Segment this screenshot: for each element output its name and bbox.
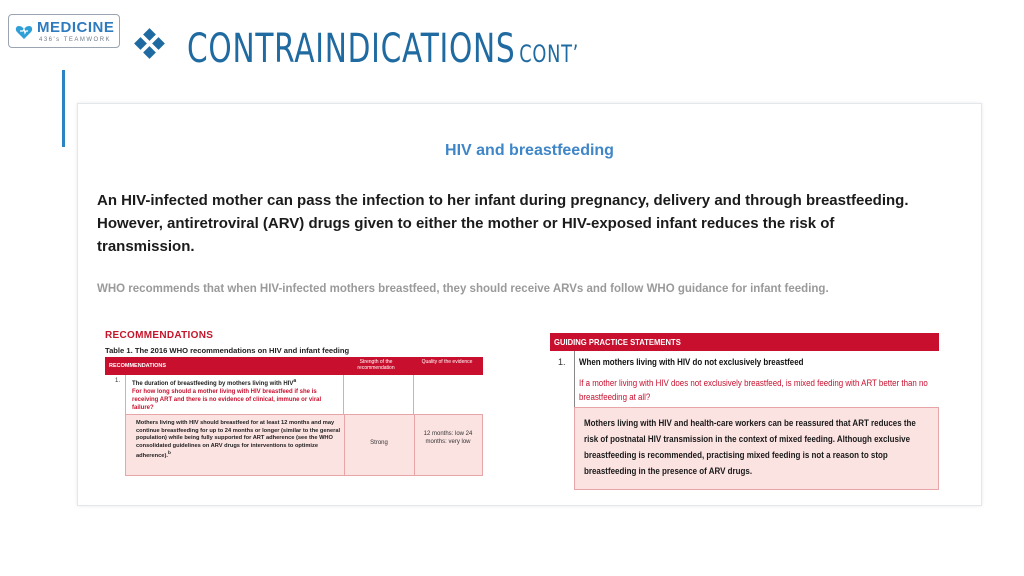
rec-divider <box>414 415 415 475</box>
gps-statement: Mothers living with HIV and health-care workers can be reassured that ART reduces the risk of postnatal HIV transmission in the context of mixed feeding. Although exclusive breastfeeding is recommended, practising mixed feeding is not a reason to stop breastfeeding in the presence of ARV drugs. <box>584 418 916 477</box>
rec-col-strength: Strength of the recommendation <box>357 359 395 371</box>
who-note: WHO recommends that when HIV-infected mothers breastfeed, they should receive ARVs and follow WHO guidance for infant feeding. <box>97 283 829 295</box>
title-sub: CONT’ <box>519 40 580 68</box>
brain-heart-icon <box>14 22 34 42</box>
rec-col-quality: Quality of the evidence <box>421 359 473 365</box>
rec-divider <box>413 375 414 415</box>
gps-row-number: 1. <box>558 357 566 367</box>
recommendations-table <box>105 330 485 478</box>
accent-line <box>62 70 65 147</box>
gps-question: When mothers living with HIV do not exclusively breastfeed <box>579 357 804 367</box>
body-paragraph: An HIV-infected mother can pass the infection to her infant during pregnancy, delivery and through breastfeeding. However, antiretroviral (ARV) drugs given to either the mother or HIV-exposed infant reduces the risk of transmission. <box>97 192 909 255</box>
rec-recommendation <box>136 420 341 460</box>
gps-header <box>550 333 939 351</box>
logo-subtitle: 436's TEAMWORK <box>39 37 112 43</box>
rec-heading: RECOMMENDATIONS <box>105 330 214 341</box>
rec-strength: Strong <box>370 440 388 446</box>
page-title <box>187 26 579 72</box>
diamond-cluster-icon <box>133 28 167 62</box>
title-main: CONTRAINDICATIONS <box>187 26 516 72</box>
rec-recommendation-box <box>125 414 483 476</box>
rec-caption: Table 1. The 2016 WHO recommendations on HIV and infant feeding <box>105 346 350 355</box>
gps-header-label: GUIDING PRACTICE STATEMENTS <box>554 337 681 347</box>
guiding-practice-table <box>550 333 940 490</box>
rec-col-recommendations: RECOMMENDATIONS <box>109 363 167 369</box>
rec-subquestion: For how long should a mother living with HIV breastfeed if she is receiving ART and there is no evidence of clinical, immune or viral failure? <box>132 389 322 411</box>
rec-header-row <box>105 357 483 375</box>
rec-divider <box>343 375 344 415</box>
rec-question <box>132 378 342 387</box>
rec-recommendation-sup: b <box>167 451 171 456</box>
rec-question-sup: a <box>293 378 297 384</box>
rec-divider <box>344 415 345 475</box>
rec-row-number: 1. <box>115 378 121 384</box>
rec-quality: 12 months: low 24 months: very low <box>423 431 473 445</box>
logo-name: MEDICINE <box>37 19 115 36</box>
section-heading: HIV and breastfeeding <box>445 142 614 159</box>
rec-question-text: The duration of breastfeeding by mothers living with HIV <box>132 381 294 387</box>
logo <box>8 14 120 48</box>
rec-divider <box>125 375 126 415</box>
rec-recommendation-text: Mothers living with HIV should breastfeed for at least 12 months and may continue breastfeeding for up to 24 months or longer (similar to the general population) while being fully supported for ART adherence (see the WHO consolidated guidelines on ARV drugs for interventions to optimize adherence). <box>136 420 341 459</box>
gps-statement-box <box>574 407 939 490</box>
gps-subquestion: If a mother living with HIV does not exclusively breastfeed, is mixed feeding with ART better than no breastfeeding at all? <box>579 378 928 402</box>
